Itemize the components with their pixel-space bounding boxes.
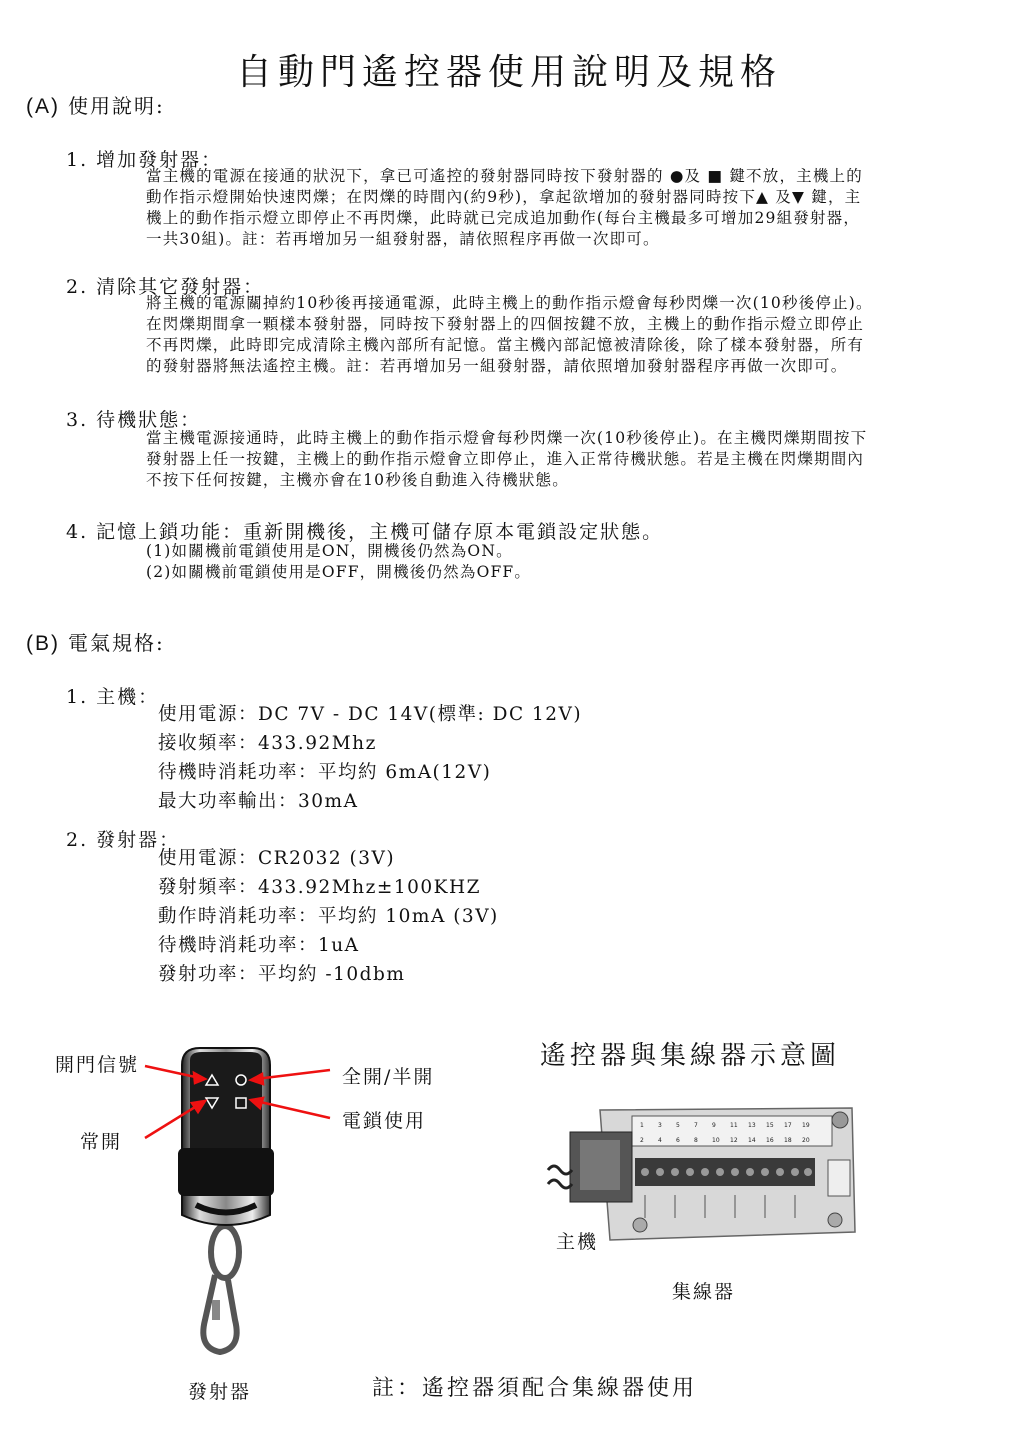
board-number: 16 (766, 1137, 774, 1144)
transmitter-specs (158, 844, 499, 989)
spec-line: 使用電源：CR2032 (3V) (158, 848, 396, 869)
label-normally-open: 常開 (80, 1131, 123, 1153)
text-line: 在閃爍期間拿一顆樣本發射器，同時按下發射器上的四個按鍵不放，主機上的動作指示燈立即停止 (146, 315, 865, 333)
section-a-tag: (A) (26, 95, 60, 118)
board-number: 18 (784, 1137, 792, 1144)
label-transmitter: 發射器 (188, 1381, 252, 1403)
mount-hole-icon (832, 1112, 848, 1128)
board-number: 15 (766, 1122, 774, 1129)
section-b-tag: (B) (26, 632, 60, 655)
board-number: 7 (694, 1122, 698, 1129)
text-line: (1)如關機前電鎖使用是ON，開機後仍然為ON。 (146, 542, 513, 560)
spec-line: 接收頻率：433.92Mhz (158, 733, 377, 754)
spec-line: 待機時消耗功率：1uA (158, 935, 360, 956)
board-number: 4 (658, 1137, 662, 1144)
label-hub: 集線器 (672, 1281, 736, 1303)
host-specs (158, 700, 582, 816)
spec-line: 使用電源：DC 7V - DC 14V(標準: DC 12V) (158, 704, 583, 725)
text-line: 動作指示燈開始快速閃爍；在閃爍的時間內(約9秒)，拿起欲增加的發射器同時按下▲ 及▼ 鍵，主 (146, 188, 862, 206)
text-line: 發射器上任一按鍵，主機上的動作指示燈會立即停止，進入正常待機狀態。若是主機在閃爍期間內 (146, 450, 865, 468)
spec-line: 動作時消耗功率：平均約 10mA (3V) (158, 906, 499, 927)
board-number: 12 (730, 1137, 738, 1144)
board-number: 3 (658, 1122, 662, 1129)
board-number: 8 (694, 1137, 698, 1144)
text-line: 一共30組)。註：若再增加另一組發射器，請依照程序再做一次即可。 (146, 230, 660, 248)
text-line: 將主機的電源關掉約10秒後再接通電源，此時主機上的動作指示燈會每秒閃爍一次(10秒後停止)。 (146, 294, 873, 312)
text-line: 當主機的電源在接通的狀況下，拿已可遙控的發射器同時按下發射器的 ●及 ■ 鍵不放，主機上的 (146, 167, 863, 185)
text-line: 不按下任何按鍵，主機亦會在10秒後自動進入待機狀態。 (146, 471, 569, 489)
board-number: 14 (748, 1137, 756, 1144)
text-line: 不再閃爍，此時即完成清除主機內部所有記憶。當主機內部記憶被清除後，除了樣本發射器，所有 (146, 336, 865, 354)
item-3-heading: 3. 待機狀態： (66, 409, 202, 431)
diagram-title: 遙控器與集線器示意圖 (540, 1041, 841, 1071)
board-number: 2 (640, 1137, 644, 1144)
page-title: 自動門遙控器使用說明及規格 (235, 52, 782, 93)
board-number: 19 (802, 1122, 810, 1129)
board-number: 11 (730, 1122, 738, 1129)
board-number: 1 (640, 1122, 644, 1129)
text-line: 當主機電源接通時，此時主機上的動作指示燈會每秒閃爍一次(10秒後停止)。在主機閃爍期間按下 (146, 429, 868, 447)
key-ring-icon (203, 1226, 239, 1352)
mount-hole-icon (828, 1213, 842, 1227)
board-number: 6 (676, 1137, 680, 1144)
spec-line: 最大功率輸出：30mA (158, 791, 359, 812)
connector-icon (828, 1160, 850, 1196)
board-number: 17 (784, 1122, 792, 1129)
mount-hole-icon (633, 1218, 647, 1232)
text-line: 機上的動作指示燈立即停止不再閃爍，此時就已完成追加動作(每台主機最多可增加29組發射器， (146, 209, 861, 227)
item-1-text (146, 166, 982, 250)
transmitter-heading: 2. 發射器： (66, 829, 181, 851)
spec-line: 發射頻率：433.92Mhz±100KHZ (158, 877, 481, 898)
item-3-text (146, 428, 982, 491)
item-2-text (146, 293, 982, 377)
board-number: 10 (712, 1137, 720, 1144)
board-number: 20 (802, 1137, 810, 1144)
item-4-text (146, 541, 982, 583)
antenna-coil-icon (548, 1166, 572, 1188)
text-line: (2)如關機前電鎖使用是OFF，開機後仍然為OFF。 (146, 563, 532, 581)
section-a-heading (26, 90, 165, 119)
label-full-half: 全開/半開 (342, 1066, 435, 1088)
item-2-heading: 2. 清除其它發射器： (66, 276, 265, 298)
spec-line: 發射功率：平均約 -10dbm (158, 964, 406, 985)
item-4-heading: 4. 記憶上鎖功能：重新開機後，主機可儲存原本電鎖設定狀態。 (66, 521, 664, 543)
remote-figure (0, 1030, 520, 1380)
label-host: 主機 (556, 1231, 599, 1253)
section-a-title: 使用說明: (68, 94, 165, 118)
item-1-heading: 1. 增加發射器： (66, 149, 223, 171)
section-b-title: 電氣規格: (68, 631, 165, 655)
host-heading: 1. 主機： (66, 686, 160, 708)
board-number: 5 (676, 1122, 680, 1129)
label-lock: 電鎖使用 (342, 1110, 427, 1132)
board-number: 9 (712, 1122, 716, 1129)
section-b-heading (26, 627, 165, 656)
text-line: 的發射器將無法遙控主機。註：若再增加另一組發射器，請依照增加發射器程序再做一次即可。 (146, 357, 848, 375)
label-open-signal: 開門信號 (55, 1054, 140, 1076)
footnote: 註：遙控器須配合集線器使用 (372, 1376, 698, 1401)
screw-terminals-icon (635, 1158, 815, 1186)
spec-line: 待機時消耗功率：平均約 6mA(12V) (158, 762, 492, 783)
board-number: 13 (748, 1122, 756, 1129)
